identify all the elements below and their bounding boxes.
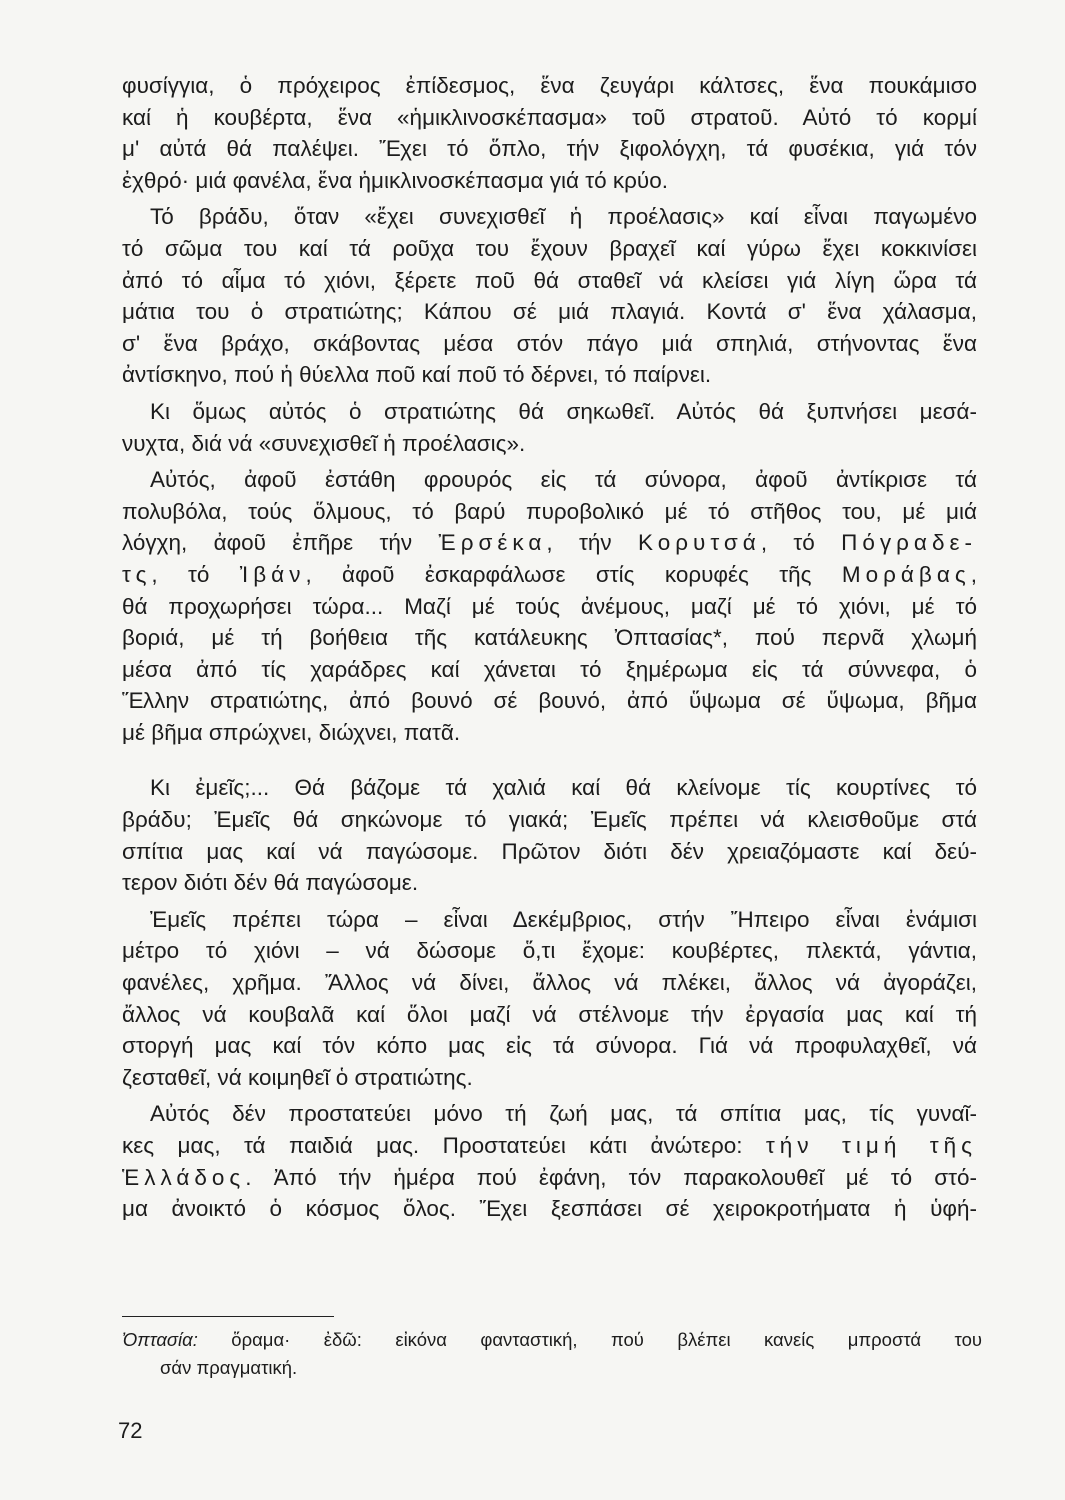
text-run: , τό	[151, 561, 210, 587]
text-line: μέ βῆμα σπρώχνει, διώχνει, πατᾶ.	[122, 719, 461, 745]
text-line: Αὐτός, ἀφοῦ ἐστάθη φρουρός εἰς τά σύνορα, ἀφοῦ ἀντίκρισε τά	[150, 467, 977, 493]
text-line: μ' αὐτά θά παλέψει. Ἔχει τό ὅπλο, τήν ξιφολόγχη, τά φυσέκια, γιά τόν	[122, 136, 977, 162]
spaced-place-name: Πόγραδε-	[841, 530, 977, 556]
text-run: . Ἀπό τήν ἡμέρα πού ἐφάνη, τόν παρακολουθεῖ μέ τό στό-	[245, 1164, 977, 1190]
text-line: μα ἀνοικτό ὁ κόσμος ὅλος. Ἔχει ξεσπάσει σέ χειροκροτήματα ἡ ὑφή-	[122, 1196, 977, 1222]
footnote	[122, 1326, 982, 1382]
text-line: θά προχωρήσει τώρα... Μαζί μέ τούς ἀνέμους, μαζί μέ τό χιόνι, μέ τό	[122, 593, 977, 619]
text-run: κες μας, τά παιδιά μας. Προστατεύει κάτι ἀνώτερο:	[122, 1133, 743, 1158]
text-line: ἐχθρό· μιά φανέλα, ἕνα ἡμικλινοσκέπασμα γιά τό κρύο.	[122, 167, 668, 193]
text-line: ζεσταθεῖ, νά κοιμηθεῖ ὁ στρατιώτης.	[122, 1064, 473, 1090]
text-line: βράδυ; Ἐμεῖς θά σηκώνομε τό γιακά; Ἐμεῖς πρέπει νά κλεισθοῦμε στά	[122, 807, 977, 833]
text-run: , τήν	[546, 530, 612, 556]
text-line: τερον διότι δέν θά παγώσομε.	[122, 870, 419, 896]
spaced-place-name: Κορυτσά	[637, 530, 761, 556]
text-line: ἀντίσκηνο, πού ἡ θύελλα ποῦ καί ποῦ τό δέρνει, τό παίρνει.	[122, 362, 712, 388]
page-number: 72	[118, 1418, 143, 1443]
spaced-place-name: Μοράβας	[841, 561, 971, 587]
text-line: Αὐτός δέν προστατεύει μόνο τή ζωή μας, τά σπίτια μας, τίς γυναῖ-	[150, 1101, 977, 1127]
text-line: μάτια του ὁ στρατιώτης; Κάπου σέ μιά πλαγιά. Κοντά σ' ἕνα χάλασμα,	[122, 299, 977, 325]
text-run: , τό	[760, 530, 815, 556]
body-text	[122, 70, 977, 1225]
text-line: πολυβόλα, τούς ὅλμους, τό βαρύ πυροβολικό μέ τό στῆθος του, μέ μιά	[122, 498, 977, 524]
text-line: τό σῶμα του καί τά ροῦχα του ἔχουν βραχεῖ καί γύρω ἔχει κοκκινίσει	[122, 235, 977, 261]
text-line: Ἐμεῖς πρέπει τώρα – εἶναι Δεκέμβριος, στήν Ἤπειρο εἶναι ἐνάμισι	[150, 906, 977, 932]
spaced-emphasis: Ἑλλάδος	[122, 1164, 246, 1190]
text-line: φανέλες, χρῆμα. Ἄλλος νά δίνει, ἄλλος νά πλέκει, ἄλλος νά ἀγοράζει,	[122, 970, 977, 996]
text-line: φυσίγγια, ὁ πρόχειρος ἐπίδεσμος, ἕνα ζευγάρι κάλτσες, ἕνα πουκάμισο	[122, 73, 977, 98]
spaced-place-name: Ἐρσέκα	[438, 530, 547, 556]
text-run: ,	[970, 561, 977, 587]
footnote-line	[122, 1326, 982, 1354]
text-line: καί ἡ κουβέρτα, ἕνα «ἡμικλινοσκέπασμα» τοῦ στρατοῦ. Αὐτό τό κορμί	[122, 104, 977, 130]
footnote-divider	[122, 1316, 334, 1317]
text-line: Ἕλλην στρατιώτης, ἀπό βουνό σέ βουνό, ἀπό ὕψωμα σέ ὕψωμα, βῆμα	[122, 688, 977, 714]
text-line: Κι ὅμως αὐτός ὁ στρατιώτης θά σηκωθεῖ. Αὐτός θά ξυπνήσει μεσά-	[150, 398, 977, 424]
text-run: , ἀφοῦ ἐσκαρφάλωσε στίς κορυφές τῆς	[305, 561, 812, 587]
text-line: Τό βράδυ, ὅταν «ἔχει συνεχισθεῖ ἡ προέλασις» καί εἶναι παγωμένο	[150, 204, 977, 230]
text-line	[122, 559, 977, 591]
text-line	[122, 1162, 977, 1194]
spaced-place-name: Ἰβάν	[239, 561, 306, 587]
spaced-emphasis: τήν τιμή τῆς	[765, 1133, 977, 1158]
text-line: ἀπό τό αἷμα τό χιόνι, ξέρετε ποῦ θά σταθεῖ νά κλείσει γιά λίγη ὥρα τά	[122, 267, 977, 293]
text-line: στοργή μας καί τόν κόπο μας εἰς τά σύνορα. Γιά νά προφυλαχθεῖ, νά	[122, 1033, 977, 1059]
text-line: μέτρο τό χιόνι – νά δώσομε ὅ,τι ἔχομε: κουβέρτες, πλεκτά, γάντια,	[122, 938, 977, 964]
text-line: σ' ἕνα βράχο, σκάβοντας μέσα στόν πάγο μιά σπηλιά, στήνοντας ἕνα	[122, 330, 977, 356]
text-run: λόγχη, ἀφοῦ ἐπῆρε τήν	[122, 530, 413, 556]
text-line: νυχτα, διά νά «συνεχισθεῖ ἡ προέλασις».	[122, 430, 526, 456]
text-line	[122, 527, 977, 559]
footnote-term: Ὀπτασία:	[122, 1329, 198, 1350]
spaced-place-name: τς	[122, 561, 152, 587]
text-line: μέσα ἀπό τίς χαράδρες καί χάνεται τό ξημέρωμα εἰς τά σύννεφα, ὁ	[122, 656, 977, 682]
text-line: ἄλλος νά κουβαλᾶ καί ὅλοι μαζί νά στέλνομε τήν ἐργασία μας καί τή	[122, 1001, 977, 1027]
text-line: Κι ἐμεῖς;... Θά βάζομε τά χαλιά καί θά κλείνομε τίς κουρτίνες τό	[150, 775, 977, 801]
text-line: σπίτια μας καί νά παγώσομε. Πρῶτον διότι δέν χρειαζόμαστε καί δεύ-	[122, 838, 977, 864]
footnote-line: σάν πραγματική.	[160, 1357, 298, 1378]
text-line: βοριά, μέ τή βοήθεια τῆς κατάλευκης Ὀπτασίας*, πού περνᾶ χλωμή	[122, 625, 977, 651]
text-line	[122, 1130, 977, 1162]
footnote-definition: ὅραμα· ἐδῶ: εἰκόνα φανταστική, πού βλέπει κανείς μπροστά του	[197, 1329, 982, 1350]
